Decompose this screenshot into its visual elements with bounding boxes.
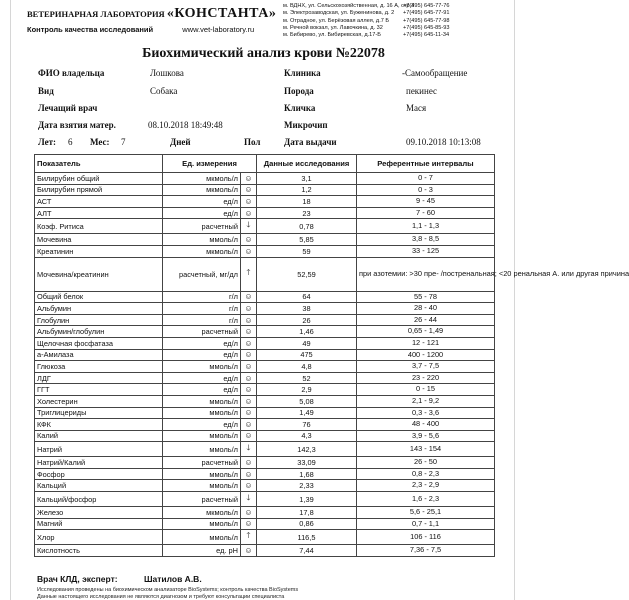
reference-range-cell: 143 - 154 [357,442,495,457]
table-row [35,314,495,326]
parameter-name-cell: Глюкоза [35,361,163,373]
sex-label: Пол [244,137,261,147]
result-value-cell: 142,3 [257,442,357,457]
reference-range-cell: 5,6 - 25,1 [357,507,495,519]
column-header-value: Данные исследования [257,155,357,173]
status-icon: 🡑 [241,257,257,291]
parameter-name-cell: Магний [35,518,163,530]
parameter-name-cell: Натрий [35,442,163,457]
parameter-name-cell: Хлор [35,530,163,545]
table-row [35,507,495,519]
unit-cell: ед/л [163,337,241,349]
reference-range-cell: 1,1 - 1,3 [357,219,495,234]
unit-cell: ммоль/л [163,468,241,480]
reference-range-cell: 2,1 - 9,2 [357,395,495,407]
status-icon: ☺ [241,419,257,431]
reference-range-cell: 1,6 - 2,3 [357,492,495,507]
parameter-name-cell: Билирубин прямой [35,184,163,196]
reference-range-cell: 0,8 - 2,3 [357,468,495,480]
status-icon: ☺ [241,545,257,557]
signature-line [37,574,202,584]
breed-value: пекинес [406,86,438,96]
address-text: м. Отрадное, ул. Берёзовая аллея, д.7 Б [283,17,390,24]
column-header-unit: Ед. измерения [163,155,257,173]
parameter-name-cell: ЛДГ [35,372,163,384]
issue-date-value: 09.10.2018 10:13:08 [406,137,481,147]
status-icon: ☺ [241,207,257,219]
unit-cell: ед. рН [163,545,241,557]
status-icon: ☺ [241,184,257,196]
parameter-name-cell: Кислотность [35,545,163,557]
table-row [35,419,495,431]
parameter-name-cell: Альбумин [35,303,163,315]
table-row [35,372,495,384]
species-value: Собака [150,86,178,96]
parameter-name-cell: Фосфор [35,468,163,480]
months-value: 7 [121,137,126,147]
quality-control-text: Контроль качества исследований [27,25,154,34]
parameter-name-cell: Кальций/фосфор [35,492,163,507]
table-row [35,518,495,530]
reference-range-cell: 33 - 125 [357,245,495,257]
reference-range-cell: 0,7 - 1,1 [357,518,495,530]
table-row [35,184,495,196]
table-row [35,234,495,246]
unit-cell: ед/л [163,419,241,431]
status-icon: ☺ [241,314,257,326]
status-icon: 🡓 [241,442,257,457]
status-icon: ☺ [241,407,257,419]
address-text: м. Бибирево, ул. Бибиревская, д.17-Б [283,32,381,39]
reference-range-cell: 400 - 1200 [357,349,495,361]
status-icon: ☺ [241,384,257,396]
unit-cell: ед/л [163,207,241,219]
parameter-name-cell: АСТ [35,196,163,208]
table-row [35,457,495,469]
status-icon: ☺ [241,395,257,407]
reference-range-cell: 106 - 116 [357,530,495,545]
unit-cell: мкмоль/л [163,184,241,196]
unit-cell: ммоль/л [163,442,241,457]
column-header-parameter: Показатель [35,155,163,173]
table-row [35,303,495,315]
table-row [35,430,495,442]
status-icon: ☺ [241,303,257,315]
doctor-name: Шатилов А.В. [143,574,202,584]
unit-cell: расчетный [163,492,241,507]
reference-range-cell: 12 - 121 [357,337,495,349]
status-icon: ☺ [241,245,257,257]
footnote-line-1: Исследования проведены на биохимическом анализаторе BioSystems; контроль качества BioSystems [37,587,299,593]
parameter-name-cell: Холестерин [35,395,163,407]
result-value-cell: 1,46 [257,326,357,338]
reference-range-cell: 0 - 15 [357,384,495,396]
result-value-cell: 76 [257,419,357,431]
result-value-cell: 1,39 [257,492,357,507]
status-icon: ☺ [241,457,257,469]
result-value-cell: 3,1 [257,173,357,185]
table-row [35,384,495,396]
table-row [35,257,495,291]
footnote-line-2: Данные настоящего исследования не являются диагнозом и требуют консультации специалиста [37,593,285,600]
parameter-name-cell: Коэф. Ритиса [35,219,163,234]
unit-cell: г/л [163,314,241,326]
column-header-reference: Референтные интервалы [357,155,495,173]
table-row [35,492,495,507]
parameter-name-cell: Альбумин/глобулин [35,326,163,338]
phone-number: +7(495) 645-85-93 [403,24,450,31]
reference-range-cell: 9 - 45 [357,196,495,208]
status-icon: ☺ [241,173,257,185]
result-value-cell: 59 [257,245,357,257]
sample-date-value: 08.10.2018 18:49:48 [148,120,223,130]
unit-cell: мкмоль/л [163,507,241,519]
footnote [37,587,298,600]
reference-range-cell: при азотемии: >30 пре- /постренальная; <20 ренальная А. или другая причина [357,257,495,291]
phone-number: +7(495) 645-77-98 [403,17,450,24]
status-icon: 🡓 [241,219,257,234]
unit-cell: ммоль/л [163,430,241,442]
years-value: 6 [68,137,73,147]
table-row [35,468,495,480]
reference-range-cell: 0,3 - 3,6 [357,407,495,419]
status-icon: ☺ [241,291,257,303]
microchip-label: Микрочип [284,120,328,130]
unit-cell: расчетный [163,219,241,234]
species-label: Вид [38,86,54,96]
result-value-cell: 1,2 [257,184,357,196]
address-list [283,3,493,39]
parameter-name-cell: Калий [35,430,163,442]
website-link[interactable]: www.vet-laboratory.ru [182,25,255,34]
address-row [283,25,493,32]
result-value-cell: 2,33 [257,480,357,492]
reference-range-cell: 2,3 - 2,9 [357,480,495,492]
table-row [35,530,495,545]
sample-date-label: Дата взятия матер. [38,120,116,130]
status-icon: ☺ [241,372,257,384]
unit-cell: ммоль/л [163,480,241,492]
parameter-name-cell: Триглицериды [35,407,163,419]
phone-number: +7(495) 645-77-76 [403,3,450,9]
result-value-cell: 17,8 [257,507,357,519]
status-icon: ☺ [241,518,257,530]
result-value-cell: 38 [257,303,357,315]
reference-range-cell: 26 - 50 [357,457,495,469]
page-title: Биохимический анализ крови №22078 [142,46,385,61]
reference-range-cell: 55 - 78 [357,291,495,303]
table-row [35,219,495,234]
phone-number: +7(495) 645-11-34 [403,32,450,39]
reference-range-cell: 0,65 - 1,49 [357,326,495,338]
status-icon: ☺ [241,430,257,442]
years-label: Лет: [38,137,57,147]
table-row [35,337,495,349]
issue-date-label: Дата выдачи [284,137,337,147]
months-label: Мес: [90,137,110,147]
table-row [35,207,495,219]
status-icon: ☺ [241,468,257,480]
unit-cell: ммоль/л [163,395,241,407]
status-icon: 🡑 [241,530,257,545]
status-icon: ☺ [241,361,257,373]
unit-cell: г/л [163,303,241,315]
parameter-name-cell: КФК [35,419,163,431]
parameter-name-cell: Глобулин [35,314,163,326]
parameter-name-cell: АЛТ [35,207,163,219]
result-value-cell: 0,78 [257,219,357,234]
result-value-cell: 4,3 [257,430,357,442]
unit-cell: расчетный [163,326,241,338]
reference-range-cell: 3,8 - 8,5 [357,234,495,246]
result-value-cell: 1,49 [257,407,357,419]
address-row [283,3,493,10]
result-value-cell: 7,44 [257,545,357,557]
unit-cell: ммоль/л [163,361,241,373]
unit-cell: ед/л [163,384,241,396]
unit-cell: ед/л [163,349,241,361]
result-value-cell: 52,59 [257,257,357,291]
breed-label: Порода [284,86,314,96]
results-table [34,154,629,557]
address-text: м. Электрозаводская, ул. Буженинова, д. 2 [283,10,395,17]
result-value-cell: 5,85 [257,234,357,246]
result-value-cell: 1,68 [257,468,357,480]
unit-cell: расчетный [163,457,241,469]
address-row [283,18,493,25]
unit-cell: ммоль/л [163,407,241,419]
unit-cell: ед/л [163,372,241,384]
unit-cell: ммоль/л [163,530,241,545]
days-label: Дней [170,137,191,147]
result-value-cell: 49 [257,337,357,349]
table-row [35,407,495,419]
table-row [35,349,495,361]
result-value-cell: 52 [257,372,357,384]
reference-range-cell: 48 - 400 [357,419,495,431]
nickname-value: Мася [406,103,427,113]
table-row [35,291,495,303]
unit-cell: г/л [163,291,241,303]
parameter-name-cell: Креатинин [35,245,163,257]
result-value-cell: 26 [257,314,357,326]
reference-range-cell: 3,9 - 5,6 [357,430,495,442]
parameter-name-cell: Общий белок [35,291,163,303]
lab-name [27,6,276,22]
parameter-name-cell: Натрий/Калий [35,457,163,469]
parameter-name-cell: Кальций [35,480,163,492]
doctor-label: Лечащий врач [38,103,98,113]
table-row [35,361,495,373]
result-value-cell: 2,9 [257,384,357,396]
table-row [35,442,495,457]
address-text: м. ВДНХ, ул. Сельскохозяйственная, д. 16 А, стр.3 [283,3,415,9]
status-icon: ☺ [241,349,257,361]
reference-range-cell: 26 - 44 [357,314,495,326]
unit-cell: ммоль/л [163,518,241,530]
reference-range-cell: 7 - 60 [357,207,495,219]
result-value-cell: 4,8 [257,361,357,373]
unit-cell: мкмоль/л [163,173,241,185]
address-row [283,32,493,39]
parameter-name-cell: Мочевина/креатинин [35,257,163,291]
reference-range-cell: 23 - 220 [357,372,495,384]
owner-value: Лошкова [150,68,184,78]
table-row [35,545,495,557]
status-icon: ☺ [241,507,257,519]
reference-range-cell: 3,7 - 7,5 [357,361,495,373]
table-row [35,395,495,407]
reference-range-cell: 0 - 3 [357,184,495,196]
table-row [35,480,495,492]
status-icon: 🡓 [241,492,257,507]
result-value-cell: 5,08 [257,395,357,407]
parameter-name-cell: ГГТ [35,384,163,396]
result-value-cell: 116,5 [257,530,357,545]
clinic-label: Клиника [284,68,321,78]
result-value-cell: 33,09 [257,457,357,469]
address-row [283,10,493,17]
lab-subtitle [27,25,254,34]
results-body [35,173,629,557]
table-row [35,245,495,257]
status-icon: ☺ [241,337,257,349]
unit-cell: мкмоль/л [163,245,241,257]
result-value-cell: 475 [257,349,357,361]
status-icon: ☺ [241,326,257,338]
reference-range-cell: 0 - 7 [357,173,495,185]
result-value-cell: 0,86 [257,518,357,530]
reference-range-cell: 28 - 40 [357,303,495,315]
table-row [35,326,495,338]
lab-brand: «КОНСТАНТА» [166,6,277,21]
table-header-row [35,155,495,173]
result-value-cell: 64 [257,291,357,303]
lab-prefix: ВЕТЕРИНАРНАЯ ЛАБОРАТОРИЯ [27,9,165,19]
table-row [35,196,495,208]
parameter-name-cell: Щелочная фосфатаза [35,337,163,349]
result-value-cell: 18 [257,196,357,208]
result-value-cell: 23 [257,207,357,219]
status-icon: ☺ [241,480,257,492]
unit-cell: расчетный, мг/дл [163,257,241,291]
nickname-label: Кличка [284,103,316,113]
status-icon: ☺ [241,234,257,246]
reference-range-cell: 7,36 - 7,5 [357,545,495,557]
parameter-name-cell: Мочевина [35,234,163,246]
clinic-value: -Самообращение [402,68,468,78]
unit-cell: ед/л [163,196,241,208]
parameter-name-cell: а-Амилаза [35,349,163,361]
owner-label: ФИО владельца [38,68,105,78]
table-row [35,173,495,185]
parameter-name-cell: Билирубин общий [35,173,163,185]
address-text: м. Речной вокзал, ул. Лавочкина, д. 32 [283,24,383,31]
status-icon: ☺ [241,196,257,208]
doctor-role: Врач КЛД, эксперт: [37,574,118,584]
parameter-name-cell: Железо [35,507,163,519]
phone-number: +7(495) 645-77-91 [403,10,450,17]
unit-cell: ммоль/л [163,234,241,246]
